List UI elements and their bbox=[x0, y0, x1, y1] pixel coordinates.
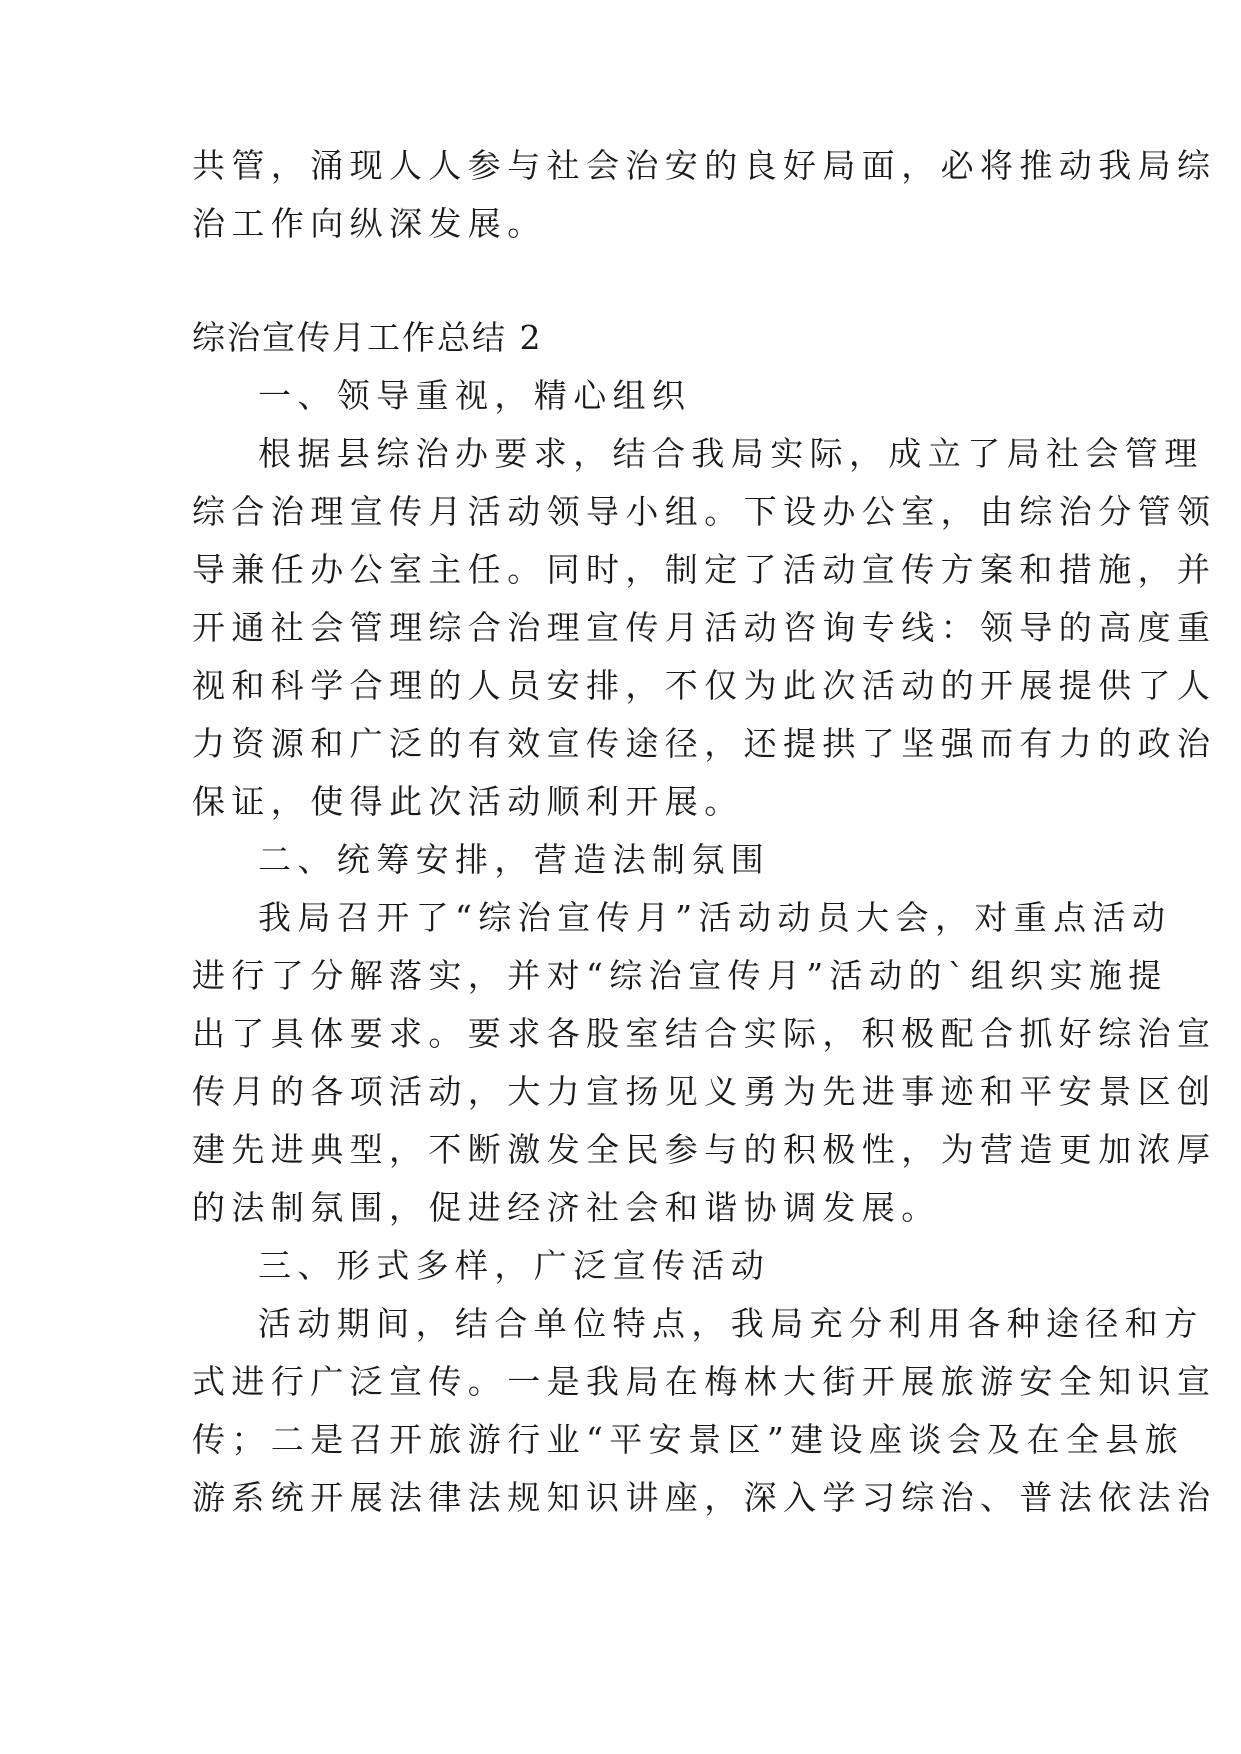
section-title: 综治宣传月工作总结 2 bbox=[192, 318, 543, 357]
paragraph-first-line: 根据县综治办要求，结合我局实际，成立了局社会管理 bbox=[258, 434, 1204, 473]
body-line: 导兼任办公室主任。同时，制定了活动宣传方案和措施，并 bbox=[192, 550, 1217, 589]
body-line: 出了具体要求。要求各股室结合实际，积极配合抓好综治宣 bbox=[192, 1014, 1217, 1053]
body-line: 开通社会管理综合治理宣传月活动咨询专线：领导的高度重 bbox=[192, 608, 1217, 647]
subheading: 二、统筹安排，营造法制氛围 bbox=[258, 840, 771, 879]
body-line: 建先进典型，不断激发全民参与的积极性，为营造更加浓厚 bbox=[192, 1130, 1217, 1169]
body-line: 共管，涌现人人参与社会治安的良好局面，必将推动我局综 bbox=[192, 146, 1217, 185]
body-line: 进行了分解落实，并对“综治宣传月”活动的`组织实施提 bbox=[192, 956, 1168, 995]
body-line: 传月的各项活动，大力宣扬见义勇为先进事迹和平安景区创 bbox=[192, 1072, 1217, 1111]
subheading: 一、领导重视，精心组织 bbox=[258, 376, 692, 415]
body-line: 传；二是召开旅游行业“平安景区”建设座谈会及在全县旅 bbox=[192, 1420, 1185, 1459]
body-line: 保证，使得此次活动顺利开展。 bbox=[192, 782, 744, 821]
paragraph-first-line: 活动期间，结合单位特点，我局充分利用各种途径和方 bbox=[258, 1304, 1204, 1343]
paragraph-first-line: 我局召开了“综治宣传月”活动动员大会，对重点活动 bbox=[258, 898, 1172, 937]
body-line: 的法制氛围，促进经济社会和谐协调发展。 bbox=[192, 1188, 941, 1227]
body-line: 综合治理宣传月活动领导小组。下设办公室，由综治分管领 bbox=[192, 492, 1217, 531]
body-line: 治工作向纵深发展。 bbox=[192, 204, 547, 243]
body-line: 力资源和广泛的有效宣传途径，还提拱了坚强而有力的政治 bbox=[192, 724, 1217, 763]
body-line: 游系统开展法律法规知识讲座，深入学习综治、普法依法治 bbox=[192, 1478, 1217, 1517]
body-line: 视和科学合理的人员安排，不仅为此次活动的开展提供了人 bbox=[192, 666, 1217, 705]
subheading: 三、形式多样，广泛宣传活动 bbox=[258, 1246, 771, 1285]
body-line: 式进行广泛宣传。一是我局在梅林大街开展旅游安全知识宣 bbox=[192, 1362, 1217, 1401]
